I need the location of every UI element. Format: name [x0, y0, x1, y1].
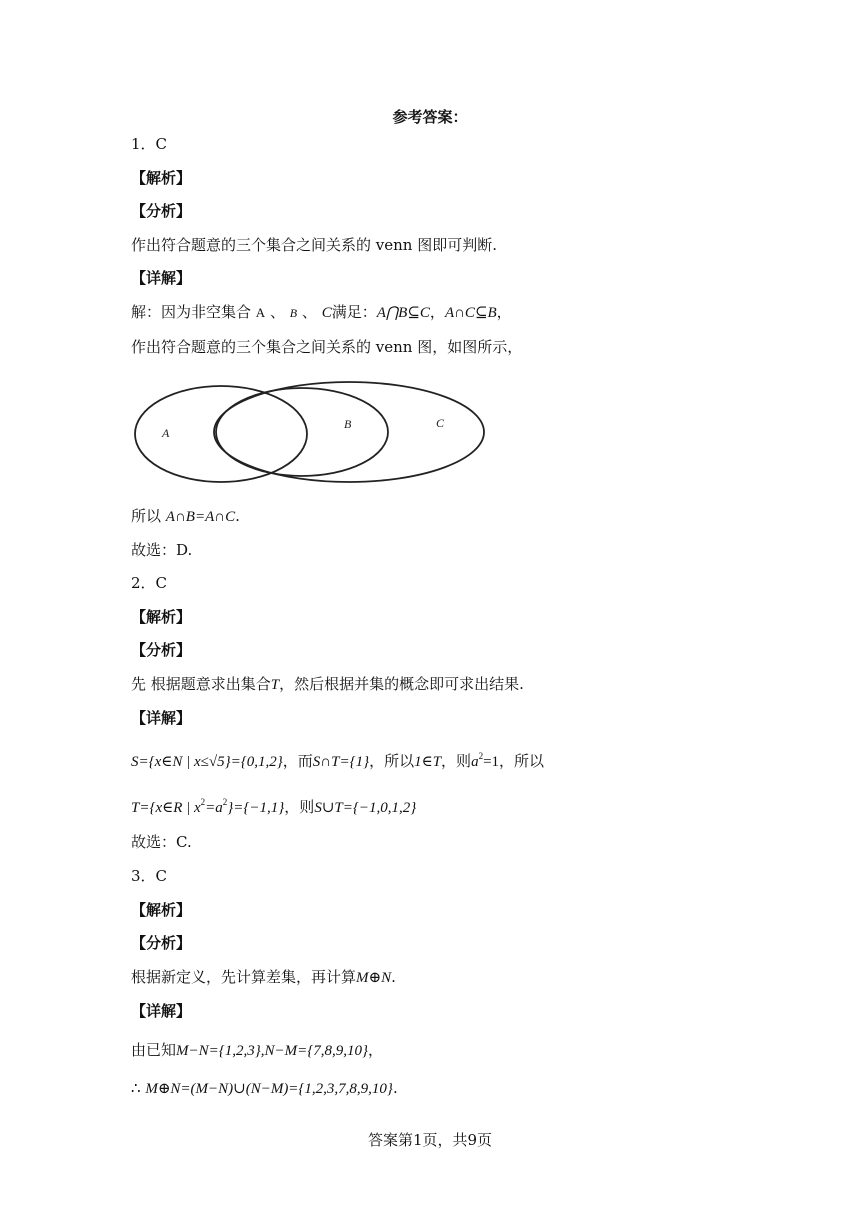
q2-jiexi-heading: 【解析】 [131, 608, 192, 626]
venn-diagram [128, 375, 493, 490]
q1-number: 1．C [131, 135, 168, 153]
q3-fenxi-heading: 【分析】 [131, 934, 192, 952]
q2-fenxi-suffix: ，然后根据并集的概念即可求出结果. [279, 675, 524, 693]
q2-fenxi-text [131, 674, 524, 695]
comma: ， [496, 303, 512, 321]
exponent: 2 [200, 797, 206, 807]
q1-answer: 故选：D. [131, 541, 193, 559]
set-b-symbol: B [289, 306, 298, 320]
condition-1: A⋂B⊆C [376, 305, 430, 321]
text: ，而 [282, 752, 313, 770]
comma: ， [368, 1041, 384, 1059]
page-title: 参考答案： [392, 108, 468, 126]
equals-one: =1 [483, 754, 500, 770]
venn-set-c [214, 382, 484, 482]
q3-jiexi-heading: 【解析】 [131, 901, 192, 919]
symmetric-difference-expression: M⊕N=(M−N)∪(N−M)={1,2,3,7,8,9,10} [145, 1081, 393, 1097]
union-expression: S∪T={−1,0,1,2} [314, 800, 417, 816]
difference-sets-expression: M−N={1,2,3},N−M={7,8,9,10} [176, 1043, 368, 1059]
separator: 、 [301, 303, 317, 321]
set-s-definition: S={x∈N | x≤√5}={0,1,2} [131, 754, 283, 770]
therefore-symbol: ∴ [131, 1079, 141, 1097]
q2-solution-line2 [131, 792, 416, 818]
text: ，则 [284, 798, 315, 816]
period: . [392, 1079, 398, 1097]
text: ，所以 [369, 752, 415, 770]
text: ，所以 [499, 752, 545, 770]
q1-line1-mid: 满足： [331, 303, 377, 321]
q1-solution-line2: 作出符合题意的三个集合之间关系的 venn 图，如图所示， [131, 338, 523, 356]
q1-solution-line1 [131, 302, 512, 323]
period: . [391, 968, 396, 986]
comma: ， [429, 303, 445, 321]
q2-number: 2．C [131, 574, 168, 592]
q1-xiangjie-heading: 【详解】 [131, 269, 192, 287]
exponent: 2 [222, 797, 228, 807]
venn-label-b: B [344, 417, 352, 431]
q2-fenxi-prefix: 先 根据题意求出集合 [131, 675, 271, 693]
q3-fenxi-text [131, 967, 396, 988]
q3-line1-prefix: 由已知 [131, 1041, 177, 1059]
a-symbol: a [471, 754, 479, 770]
set-a-symbol: A [255, 305, 266, 320]
q3-fenxi-expression: M⊕N [356, 970, 392, 986]
q1-so-prefix: 所以 [131, 507, 162, 525]
venn-label-c: C [436, 416, 445, 430]
q2-answer: 故选：C. [131, 833, 192, 851]
q3-number: 3．C [131, 867, 168, 885]
set-t-definition-part1: T={x∈R | x [131, 800, 201, 816]
q1-line1-prefix: 解：因为非空集合 [131, 303, 252, 321]
q3-xiangjie-heading: 【详解】 [131, 1002, 192, 1020]
membership-expression: 1∈T [414, 754, 442, 770]
q2-fenxi-heading: 【分析】 [131, 641, 192, 659]
period: . [235, 507, 240, 525]
q1-jiexi-heading: 【解析】 [131, 169, 192, 187]
separator: 、 [269, 303, 285, 321]
q1-so-expression: A∩B=A∩C [165, 509, 236, 525]
set-t-definition-part3: }={−1,1} [227, 800, 285, 816]
venn-set-a [135, 386, 307, 482]
condition-2: A∩C⊆B [444, 305, 497, 321]
set-c-symbol: C [321, 305, 332, 321]
q3-solution-line2 [131, 1078, 398, 1099]
exponent: 2 [478, 751, 484, 761]
intersection-expression: S∩T={1} [312, 754, 370, 770]
q1-fenxi-heading: 【分析】 [131, 202, 192, 220]
q1-fenxi-text: 作出符合题意的三个集合之间关系的 venn 图即可判断. [131, 236, 497, 254]
set-t-symbol: T [270, 677, 280, 693]
text: ，则 [441, 752, 472, 770]
q2-solution-line1 [131, 746, 544, 772]
q1-conclusion [131, 506, 240, 527]
venn-label-a: A [162, 426, 170, 440]
q3-solution-line1 [131, 1040, 383, 1061]
page-footer: 答案第1页，共9页 [367, 1131, 493, 1149]
q3-fenxi-prefix: 根据新定义，先计算差集，再计算 [131, 968, 357, 986]
set-t-definition-part2: =a [205, 800, 223, 816]
q2-xiangjie-heading: 【详解】 [131, 709, 192, 727]
